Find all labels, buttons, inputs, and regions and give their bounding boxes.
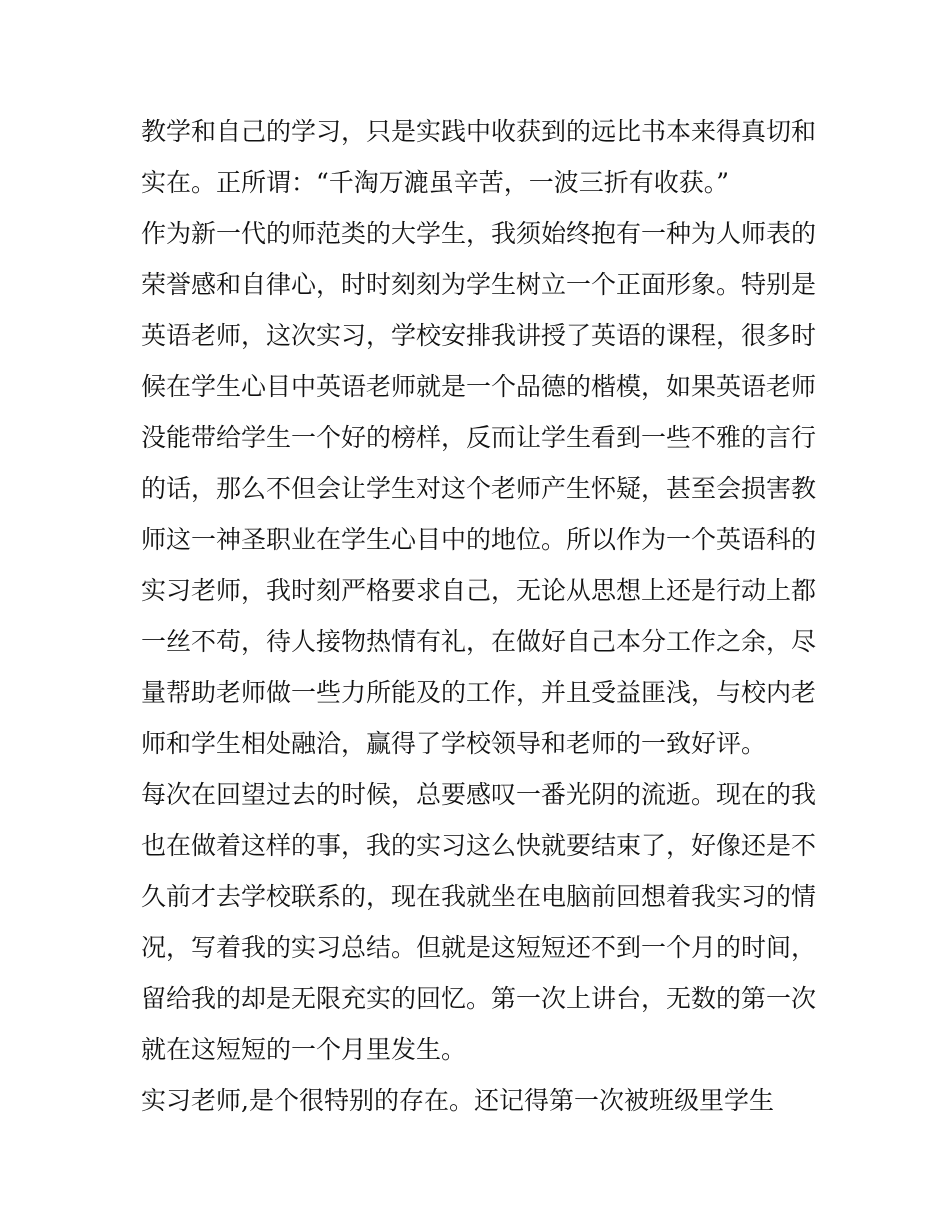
- text-line: 留给我的却是无限充实的回忆。第一次上讲台，无数的第一次: [141, 984, 817, 1013]
- text-line: 也在做着这样的事，我的实习这么快就要结束了，好像还是不: [141, 831, 817, 860]
- text-line: 况，写着我的实习总结。但就是这短短还不到一个月的时间，: [141, 933, 817, 962]
- body-text: [141, 106, 821, 1126]
- text-line: 荣誉感和自律心，时时刻刻为学生树立一个正面形象。特别是: [141, 270, 817, 299]
- text-line: 教学和自己的学习，只是实践中收获到的远比书本来得真切和: [141, 117, 817, 146]
- text-line: 量帮助老师做一些力所能及的工作，并且受益匪浅，与校内老: [141, 678, 817, 707]
- text-line: 英语老师，这次实习，学校安排我讲授了英语的课程，很多时: [141, 321, 817, 350]
- text-line: 师和学生相处融洽，赢得了学校领导和老师的一致好评。: [141, 729, 767, 758]
- text-line: 久前才去学校联系的，现在我就坐在电脑前回想着我实习的情: [141, 882, 817, 911]
- text-line: 每次在回望过去的时候，总要感叹一番光阴的流逝。现在的我: [141, 780, 817, 809]
- text-line: 没能带给学生一个好的榜样，反而让学生看到一些不雅的言行: [141, 423, 817, 452]
- text-line: 的话，那么不但会让学生对这个老师产生怀疑，甚至会损害教: [141, 474, 817, 503]
- text-line: 实习老师,是个很特别的存在。还记得第一次被班级里学生: [141, 1086, 774, 1115]
- text-line: 候在学生心目中英语老师就是一个品德的楷模，如果英语老师: [141, 372, 817, 401]
- text-line: 就在这短短的一个月里发生。: [141, 1035, 467, 1064]
- text-line: 实在。正所谓：“千淘万漉虽辛苦，一波三折有收获。”: [141, 168, 730, 197]
- text-line: 作为新一代的师范类的大学生，我须始终抱有一种为人师表的: [141, 219, 817, 248]
- text-line: 实习老师，我时刻严格要求自己，无论从思想上还是行动上都: [141, 576, 817, 605]
- text-line: 师这一神圣职业在学生心目中的地位。所以作为一个英语科的: [141, 525, 817, 554]
- text-line: 一丝不苟，待人接物热情有礼，在做好自己本分工作之余，尽: [141, 627, 817, 656]
